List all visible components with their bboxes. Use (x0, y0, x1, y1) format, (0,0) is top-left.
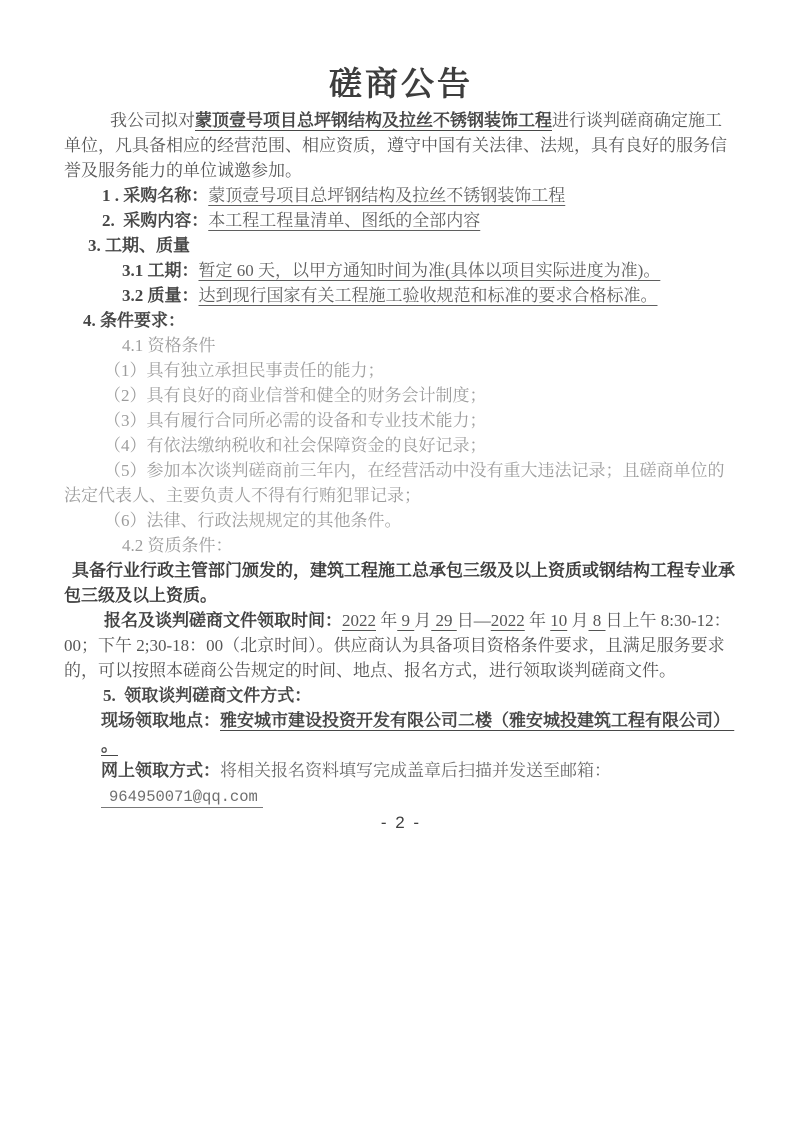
procurement-content-value: 本工程工程量清单、图纸的全部内容 (208, 211, 481, 230)
qualification-item-4: （4）有依法缴纳税收和社会保障资金的良好记录； (104, 436, 487, 455)
qualification-item-5: （5）参加本次谈判磋商前三年内，在经营活动中没有重大违法记录；且磋商单位的法定代表人、主要负责人不得有行贿犯罪记录； (64, 461, 725, 505)
online-pickup-label: 网上领取方式： (101, 761, 220, 780)
qualification-section (64, 333, 738, 558)
qualification-item-6: （6）法律、行政法规规定的其他条件。 (104, 511, 402, 530)
pickup-method-heading: 5. 领取谈判磋商文件方式： (103, 686, 312, 705)
procurement-name-label: 1 . 采购名称： (102, 186, 209, 205)
pickup-day-end: 8 (588, 611, 606, 630)
onsite-pickup-label: 现场领取地点： (101, 711, 220, 730)
qualification-item-1: （1）具有独立承担民事责任的能力； (104, 361, 385, 380)
procurement-content-item (64, 208, 738, 233)
duration-quality-heading: 3. 工期、质量 (88, 236, 190, 255)
page-title: 磋商公告 (329, 67, 473, 103)
qualification-item-2: （2）具有良好的商业信誉和健全的财务会计制度； (104, 386, 487, 405)
duration-item (64, 258, 738, 283)
pickup-text-6: 日上午 8:30-12：00；下午 2;30-18：00（北京时间）。供应商认为具备项目资格条件要求，且满足服务要求的，可以按照本磋商公告规定的时间、地点、报名方式，进行领取谈判磋商文件。 (64, 611, 731, 680)
pickup-text-3: 日— (456, 611, 491, 630)
online-pickup-text: 将相关报名资料填写完成盖章后扫描并发送至邮箱： (220, 761, 611, 780)
credential-requirement-paragraph: 具备行业行政主管部门颁发的，建筑工程施工总承包三级及以上资质或钢结构工程专业承包三级及以上资质。 (64, 561, 735, 605)
intro-post-text: 进行谈判磋商确定施工单位，凡具备相应的经营范围、相应资质，遵守中国有关法律、法规，具有良好的服务信誉及服务能力的单位诚邀参加。 (64, 111, 727, 180)
procurement-name-item (64, 183, 738, 208)
pickup-day-start: 29 (431, 611, 457, 630)
pickup-text-4: 年 (524, 611, 551, 630)
duration-label: 3.1 工期： (122, 261, 199, 280)
onsite-pickup-address: 雅安城市建设投资开发有限公司二楼（雅安城投建筑工程有限公司） 。 (101, 711, 735, 755)
onsite-pickup-line (64, 708, 738, 758)
quality-label: 3.2 质量： (122, 286, 199, 305)
pickup-time-paragraph (64, 608, 738, 683)
pickup-month-start: 9 (397, 611, 415, 630)
quality-item (64, 283, 738, 308)
pickup-text-5: 月 (567, 611, 589, 630)
procurement-content-label: 2. 采购内容： (102, 211, 209, 230)
contact-email: 964950071@qq.com (101, 788, 263, 808)
credential-condition-heading: 4.2 资质条件： (122, 536, 233, 555)
online-pickup-line (64, 758, 738, 810)
pickup-year-start: 2022 (342, 611, 376, 630)
pickup-time-label: 报名及谈判磋商文件领取时间： (104, 611, 342, 630)
procurement-name-value: 蒙顶壹号项目总坪钢结构及拉丝不锈钢装饰工程 (208, 186, 566, 205)
pickup-month-end: 10 (550, 611, 568, 630)
pickup-text-1: 年 (376, 611, 398, 630)
pickup-text-2: 月 (414, 611, 432, 630)
condition-requirements-heading: 4. 条件要求： (83, 311, 185, 330)
qualification-item-3: （3）具有履行合同所必需的设备和专业技术能力； (104, 411, 487, 430)
intro-paragraph (64, 108, 738, 183)
pickup-year-end: 2022 (490, 611, 525, 630)
duration-value: 暂定 60 天，以甲方通知时间为准(具体以项目实际进度为准)。 (198, 261, 661, 280)
project-name: 蒙顶壹号项目总坪钢结构及拉丝不锈钢装饰工程 (195, 111, 552, 130)
quality-value: 达到现行国家有关工程施工验收规范和标准的要求合格标准。 (198, 286, 658, 305)
qualification-heading: 4.1 资格条件 (122, 336, 216, 355)
page-number: - 2 - (380, 813, 422, 832)
intro-pre-text: 我公司拟对 (110, 111, 195, 130)
